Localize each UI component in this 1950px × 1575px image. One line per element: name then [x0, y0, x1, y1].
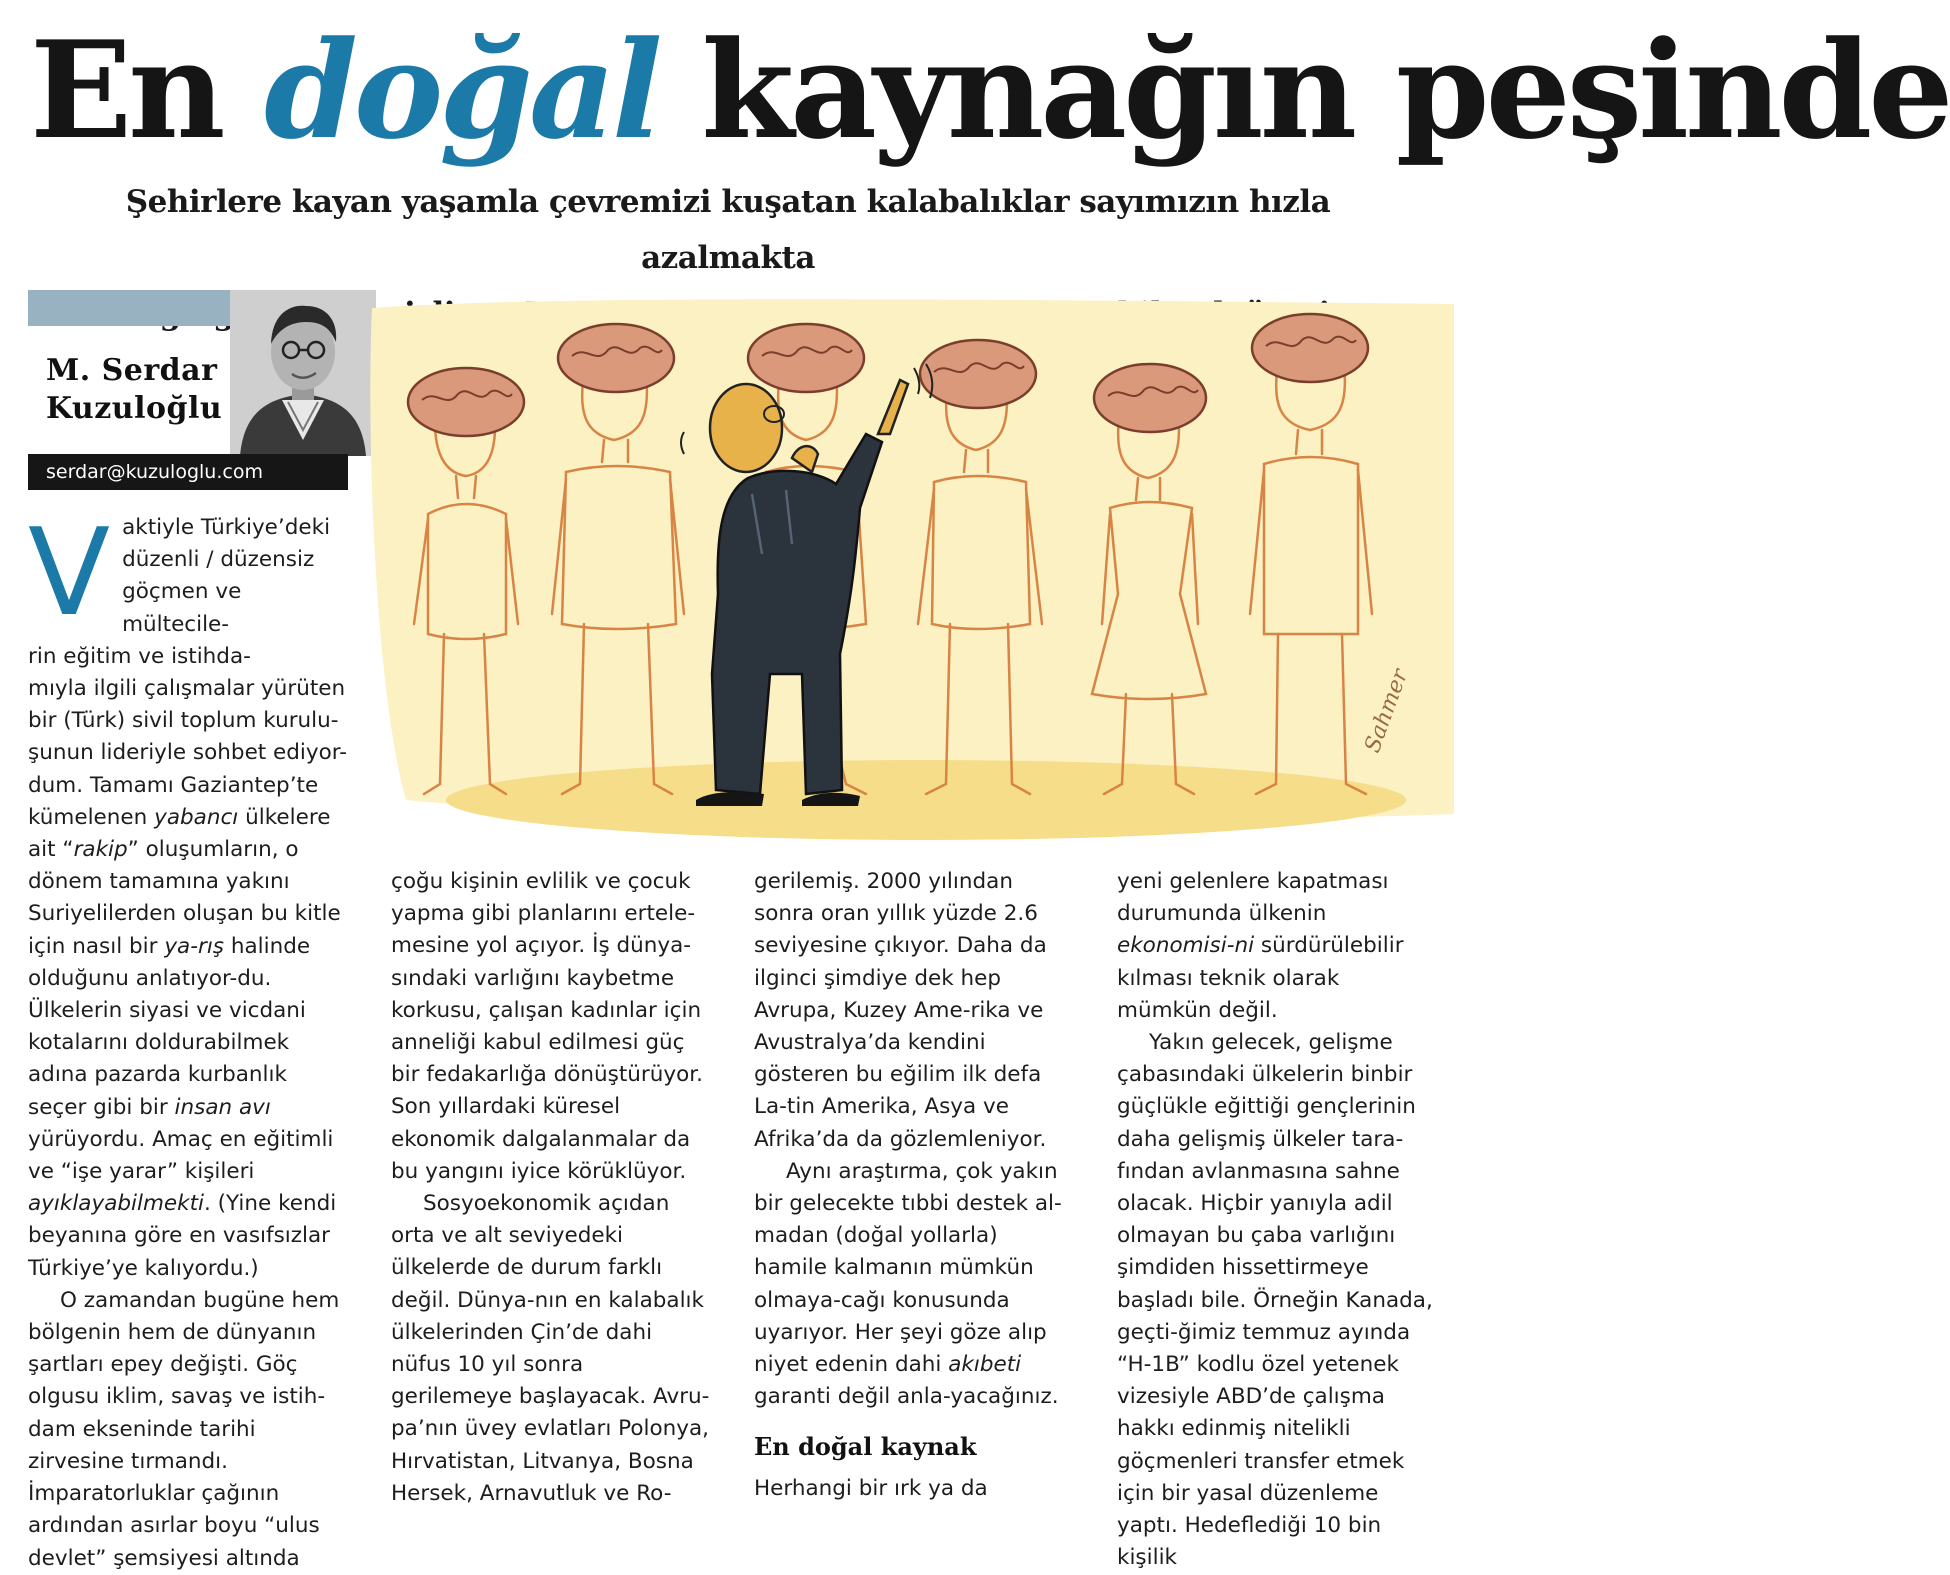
dropcap: V	[28, 504, 111, 643]
headline-before: En	[30, 11, 265, 169]
illustration	[366, 294, 1456, 860]
author-email[interactable]: serdar@kuzuloglu.com	[28, 454, 348, 490]
column-2-paragraph-1: çoğu kişinin evlilik ve çocuk yapma gibi planlarını ertele-mesine yol açıyor. İş dünya-sındaki varlığını kaybetme korkusu, çalışan kadınlar için anneliği kabul edilmesi güç bir fedakarlığa dönüştürüyor. Son yıllardaki küresel ekonomik dalgalanmalar da bu yangını iyice körüklüyor.	[391, 869, 703, 1184]
column-1-lead-line-3: göçmen ve mültecile-	[122, 579, 242, 637]
column-1-paragraph-2: O zamandan bugüne hem bölgenin hem de dünyanın şartları epey değişti. Göç olgusu iklim, savaş ve istih-dam ekseninde tarihi zirvesine tırmandı. İmparatorluklar çağının ardından asırlar boyu “ulus devlet” şemsiyesi altında	[28, 1287, 340, 1571]
column-4-paragraph-2: Yakın gelecek, gelişme çabasındaki ülkelerin binbir güçlükle eğittiği gençlerinin daha gelişmiş ülkeler tara-fından avlanmasına sahne olacak. Hiçbir yanıyla adil olmayan bu çaba varlığını şimdiden hissettirmeye başladı bile. Örneğin Kanada, geçti-ğimiz temmuz ayında “H-1B” kodlu özel yetenek vizesiyle ABD’de çalışma hakkı edinmiş nitelikli göçmenleri transfer etmek için bir yasal düzenleme yaptı. Hedeflediği 10 bin kişilik	[1117, 1030, 1433, 1571]
column-3	[754, 866, 1074, 1506]
headline-after: kaynağın peşinde	[658, 11, 1950, 169]
illustration-ground	[446, 760, 1406, 840]
brain-icon-2	[558, 324, 674, 392]
headline	[30, 10, 1950, 170]
author-box	[28, 290, 348, 490]
section-subhead: En doğal kaynak	[754, 1432, 977, 1462]
column-1-lead-line-1: aktiyle Türkiye’deki	[122, 515, 331, 540]
column-1-lead-line-4: rin eğitim ve istihda-	[28, 643, 251, 669]
column-1	[28, 504, 348, 1575]
brain-icon-3	[748, 324, 864, 392]
businessman-head	[710, 384, 782, 472]
column-2	[391, 866, 711, 1510]
brain-icon-1	[408, 368, 524, 436]
brain-icon-6	[1252, 314, 1368, 382]
author-name-line-1: M. Serdar	[46, 353, 218, 388]
column-3-paragraph-3: Herhangi bir ırk ya da	[754, 1476, 988, 1502]
column-2-paragraph-2: Sosyoekonomik açıdan orta ve alt seviyedeki ülkelerde de durum farklı değil. Dünya-nın en kalabalık ülkelerinden Çin’de dahi nüfus 10 yıl sonra gerilemeye başlayacak. Avru-pa’nın üvey evlatları Polonya, Hırvatistan, Litvanya, Bosna Hersek, Arnavutluk ve Ro-	[391, 1191, 710, 1506]
brain-icon-5	[1094, 364, 1206, 432]
author-name-line-2: Kuzuloğlu	[46, 391, 223, 426]
author-name	[46, 352, 222, 428]
column-1-lead-line-2: düzenli / düzensiz	[122, 547, 315, 573]
column-4	[1117, 866, 1439, 1574]
column-4-paragraph-1: yeni gelenlere kapatması durumunda ülkenin ekonomisi-ni sürdürülebilir kılması teknik olarak mümkün değil.	[1117, 869, 1404, 1023]
column-1-paragraph-1: mıyla ilgili çalışmalar yürüten bir (Türk) sivil toplum kurulu-şunun lideriyle sohbet ediyor-dum. Tamamı Gaziantep’te kümelenen yabancı ülkelere ait “rakip” oluşumların, o dönem tamamına yakını Suriyelilerden oluşan bu kitle için nasıl bir ya-rış halinde olduğunu anlatıyor-du. Ülkelerin siyasi ve vicdani kotalarını doldurabilmek adına pazarda kurbanlık seçer gibi bir insan avı yürüyordu. Amaç en eğitimli ve “işe yarar” kişileri ayıklayabilmekti. (Yine kendi beyanına göre en vasıfsızlar Türkiye’ye kalıyordu.)	[28, 676, 348, 1281]
author-photo	[230, 290, 376, 456]
column-3-paragraph-2: Aynı araştırma, çok yakın bir gelecekte tıbbi destek al-madan (doğal yollarla) hamile kalmanın mümkün olmaya-cağı konusunda uyarıyor. Her şeyi göze alıp niyet edenin dahi akıbeti garanti değil anla-yacağınız.	[754, 1158, 1062, 1410]
brain-icon-4	[920, 340, 1036, 408]
artist-signature: Sahmer	[1360, 665, 1414, 757]
subhead-line-1: Şehirlere kayan yaşamla çevremizi kuşatan kalabalıklar sayımızın hızla azalmakta	[125, 184, 1331, 276]
column-3-paragraph-1: gerilemiş. 2000 yılından sonra oran yıllık yüzde 2.6 seviyesine çıkıyor. Daha da ilginci şimdiye dek hep Avrupa, Kuzey Ame-rika ve Avustralya’da kendini gösteren bu eğilim ilk defa La-tin Amerika, Asya ve Afrika’da da gözlemleniyor.	[754, 869, 1047, 1152]
headline-accent: doğal	[264, 11, 659, 169]
